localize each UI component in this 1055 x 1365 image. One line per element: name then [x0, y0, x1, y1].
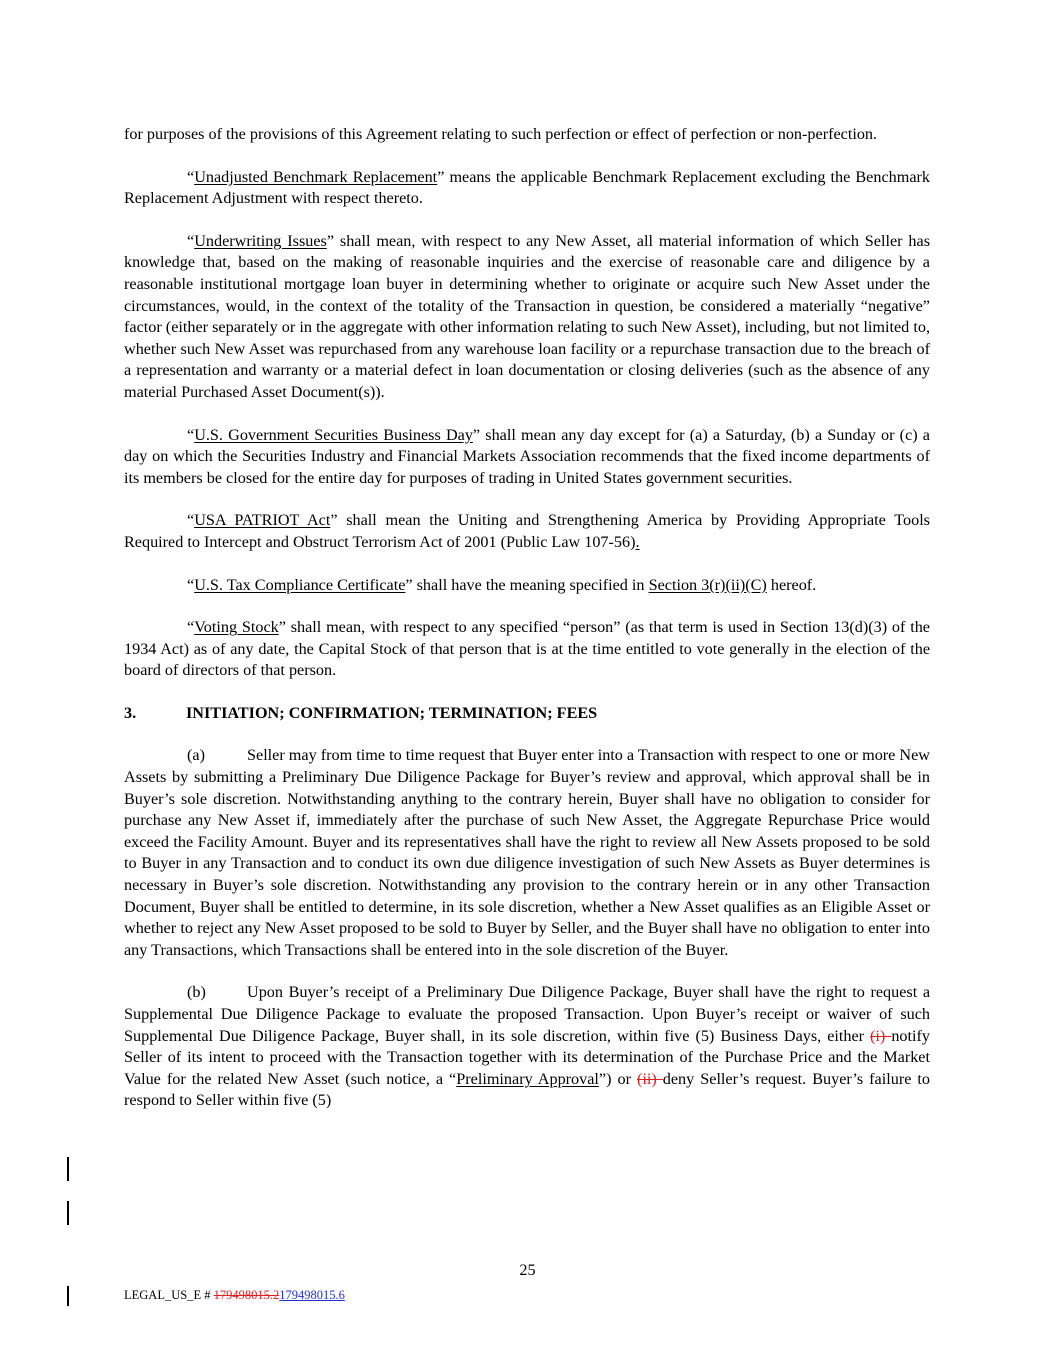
section-number: 3. [124, 703, 137, 722]
section-heading [124, 703, 930, 725]
definition-usa-patriot-act: “USA PATRIOT Act” shall mean the Uniting and Strengthening America by Providing Appropriate Tools Required to Intercept and Obstruct Terrorism Act of 2001 (Public Law 107-56). [124, 511, 930, 551]
defined-term: USA PATRIOT Act [194, 511, 331, 530]
section-reference: Section 3(r)(ii)(C) [648, 575, 767, 594]
subsection-b: (b) Upon Buyer’s receipt of a Preliminary Due Diligence Package, Buyer shall have the right to request a Supplemental Due Diligence Package to evaluate the proposed Transaction. Upon Buyer’s receipt or waiver of such Supplemental Due Diligence Package, Buyer shall, in its sole discretion, within five (5) Business Days, either (i) notify Seller of its intent to proceed with the Transaction together with its determination of the Purchase Price and the Market Value for the related New Asset (such notice, a “Preliminary Approval”) or (ii) deny Seller’s request. Buyer’s failure to respond to Seller within five (5) [124, 983, 930, 1110]
change-bar [67, 1286, 69, 1306]
change-bar [67, 1157, 69, 1181]
page-number: 25 [519, 1261, 536, 1279]
subsection-label: (b) [187, 983, 206, 1002]
definition-us-gov-securities-day: “U.S. Government Securities Business Day” shall mean any day except for (a) a Saturday, (b) a Sunday or (c) a day on which the Securities Industry and Financial Markets Association recommends that the fixed income departments of its members be closed for the entire day for purposes of trading in United States government securities. [124, 425, 930, 487]
subsection-a: (a) Seller may from time to time request that Buyer enter into a Transaction with respect to one or more New Assets by submitting a Preliminary Due Diligence Package for Buyer’s review and approval, which approval shall be in Buyer’s sole discretion. Notwithstanding anything to the contrary herein, Buyer shall have no obligation to consider for purchase any New Asset if, immediately after the purchase of such New Asset, the Aggregate Repurchase Price would exceed the Facility Amount. Buyer and its representatives shall have the right to review all New Assets proposed to be sold to Buyer in any Transaction and to conduct its own due diligence investigation of such New Assets as Buyer determines is necessary in Buyer’s sole discretion. Notwithstanding any provision to the contrary herein or in any other Transaction Document, Buyer shall be entitled to determine, in its sole discretion, whether a New Asset qualifies as an Eligible Asset or whether to reject any New Asset proposed to be sold to Buyer by Seller, and the Buyer shall have no obligation to enter into any Transactions, which Transactions shall be entered into in the sole discretion of the Buyer. [124, 746, 930, 959]
definition-unadjusted-benchmark: “Unadjusted Benchmark Replacement” means the applicable Benchmark Replacement excluding the Benchmark Replacement Adjustment with respect thereto. [124, 167, 930, 208]
paragraph-perfection: for purposes of the provisions of this Agreement relating to such perfection or effect of perfection or non-perfection. [124, 125, 878, 143]
defined-term: Unadjusted Benchmark Replacement [194, 167, 438, 186]
subsection-label: (a) [187, 746, 205, 765]
defined-term: Underwriting Issues [194, 231, 327, 250]
defined-term: U.S. Government Securities Business Day [194, 425, 473, 444]
document-page [124, 124, 930, 1112]
section-title: INITIATION; CONFIRMATION; TERMINATION; FEES [186, 703, 598, 722]
definition-underwriting-issues: “Underwriting Issues” shall mean, with respect to any New Asset, all material information of which Seller has knowledge that, based on the making of reasonable inquiries and the exercise of reasonable care and diligence by a reasonable institutional mortgage loan buyer in determining whether to originate or acquire such New Asset under the circumstances, would, in the context of the totality of the Transaction in question, be considered a materially “negative” factor (either separately or in the aggregate with other information relating to such New Asset), including, but not limited to, whether such New Asset was repurchased from any warehouse loan facility or a repurchase transaction due to the breach of a representation and warranty or a material defect in loan documentation or closing deliveries (such as the absence of any material Purchased Asset Document(s)). [124, 231, 931, 401]
defined-term: Voting Stock [194, 618, 279, 637]
inserted-doc-id: 179498015.6 [279, 1288, 345, 1302]
deleted-text: (i) [870, 1026, 892, 1045]
defined-term: U.S. Tax Compliance Certificate [194, 575, 406, 594]
deleted-doc-id: 179498015.2 [213, 1288, 280, 1302]
definition-us-tax-compliance: “U.S. Tax Compliance Certificate” shall have the meaning specified in Section 3(r)(ii)(C) hereof. [187, 575, 817, 594]
change-bar [67, 1201, 69, 1225]
deleted-text: (ii) [637, 1069, 663, 1088]
document-footer: LEGAL_US_E # 179498015.2179498015.6 [124, 1288, 345, 1302]
defined-term: Preliminary Approval [456, 1069, 599, 1088]
definition-voting-stock: “Voting Stock” shall mean, with respect to any specified “person” (as that term is used in Section 13(d)(3) of the 1934 Act) as of any date, the Capital Stock of that person that is at the time entitled to vote generally in the election of the board of directors of that person. [124, 618, 930, 680]
